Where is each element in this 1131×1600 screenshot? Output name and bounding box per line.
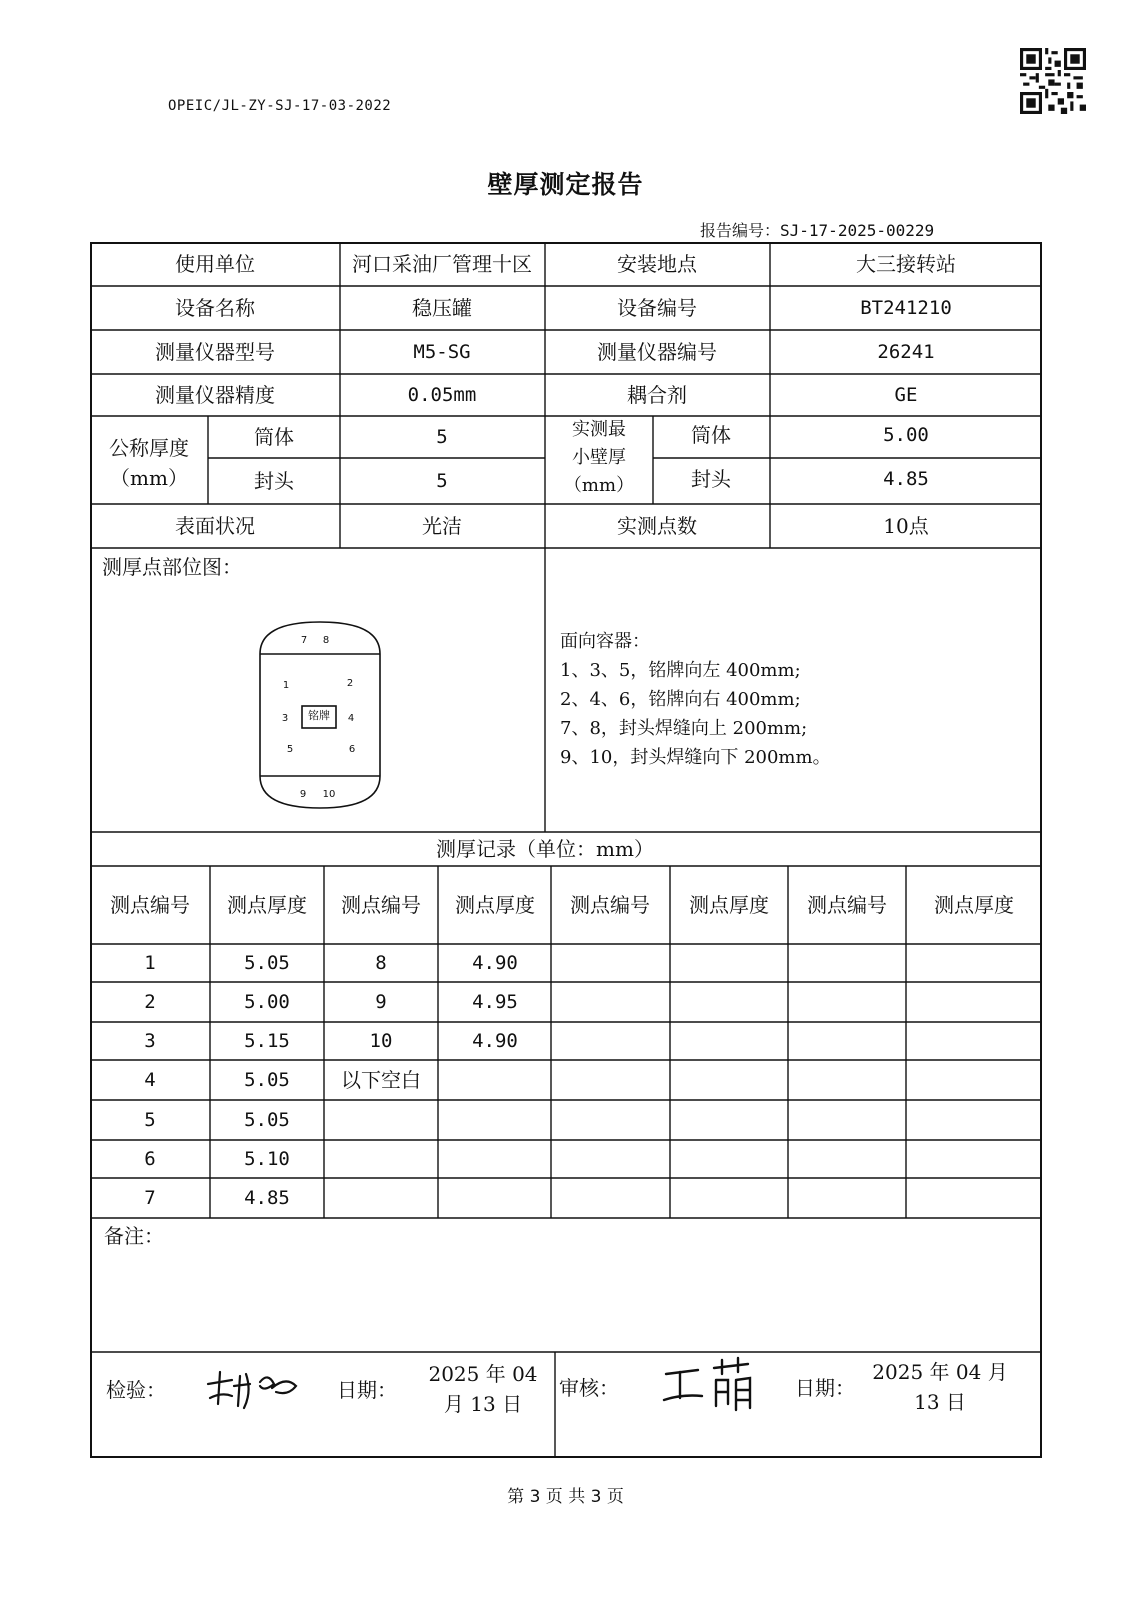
header-point-thickness: 测点厚度 <box>934 893 1014 917</box>
facing-vessel-text: 面向容器： <box>560 631 650 652</box>
equipment-name-value: 稳压罐 <box>412 296 472 320</box>
report-number <box>700 218 934 241</box>
instrument-precision-value: 0.05mm <box>407 384 477 406</box>
inspector-signature <box>202 1362 302 1418</box>
table-cell: 5.10 <box>244 1148 290 1170</box>
nominal-thickness-label: 公称厚度 <box>109 436 189 460</box>
table-cell: 5.05 <box>244 952 290 974</box>
table-cell: 5.05 <box>244 1069 290 1091</box>
table-cell: 5.15 <box>244 1030 290 1052</box>
table-cell: 5 <box>144 1109 156 1131</box>
table-cell: 4 <box>144 1069 156 1091</box>
measured-points-label: 实测点数 <box>617 514 697 538</box>
reviewer-signature <box>658 1354 768 1418</box>
point-location-notes <box>560 627 831 772</box>
equipment-number-value: BT241210 <box>860 297 952 319</box>
table-cell: 6 <box>144 1148 156 1170</box>
min-head-label: 封头 <box>691 467 731 491</box>
instrument-model-value: M5-SG <box>413 341 471 363</box>
location-note-line: 7、8，封头焊缝向上 200mm; <box>560 718 808 739</box>
point-10: 10 <box>322 789 336 800</box>
min-head-value: 4.85 <box>883 468 929 490</box>
inspector-label: 检验： <box>106 1378 166 1402</box>
table-cell: 8 <box>375 952 387 974</box>
install-site-label: 安装地点 <box>617 252 697 276</box>
review-date-line-1: 2025 年 04 月 <box>872 1360 1008 1384</box>
inspect-date-line-2: 月 13 日 <box>443 1392 523 1416</box>
point-5: 5 <box>286 744 294 755</box>
header-point-no: 测点编号 <box>807 893 887 917</box>
measured-points-value: 10点 <box>883 514 929 538</box>
point-layout-label: 测厚点部位图： <box>102 555 242 579</box>
location-note-line: 9、10，封头焊缝向下 200mm。 <box>560 747 831 768</box>
location-note-line: 1、3、5，铭牌向左 400mm; <box>560 660 801 681</box>
table-cell: 5.05 <box>244 1109 290 1131</box>
table-cell: 10 <box>369 1030 393 1052</box>
table-cell: 9 <box>375 991 387 1013</box>
records-title: 测厚记录（单位：mm） <box>436 837 654 861</box>
report-number-label: 报告编号： <box>700 221 781 240</box>
table-cell: 4.90 <box>472 952 518 974</box>
point-8: 8 <box>322 635 330 646</box>
min-shell-value: 5.00 <box>883 424 929 446</box>
instrument-precision-label: 测量仪器精度 <box>155 383 275 407</box>
equipment-name-label: 设备名称 <box>175 296 255 320</box>
table-cell: 4.85 <box>244 1187 290 1209</box>
report-number-value: SJ-17-2025-00229 <box>780 221 935 240</box>
review-date-label: 日期： <box>795 1376 855 1400</box>
table-cell: 4.90 <box>472 1030 518 1052</box>
table-cell: 5.00 <box>244 991 290 1013</box>
point-2: 2 <box>346 678 354 689</box>
inspect-date-line-1: 2025 年 04 <box>428 1362 538 1386</box>
nameplate-text: 铭牌 <box>308 709 330 722</box>
nominal-thickness-unit: （mm） <box>110 466 188 490</box>
surface-condition-label: 表面状况 <box>175 514 255 538</box>
nominal-head-label: 封头 <box>254 469 294 493</box>
page-number: 第 3 页 共 3 页 <box>507 1487 624 1507</box>
nominal-head-value: 5 <box>436 470 448 492</box>
point-1: 1 <box>282 680 290 691</box>
instrument-number-label: 测量仪器编号 <box>597 340 717 364</box>
header-point-no: 测点编号 <box>110 893 190 917</box>
report-table <box>90 242 1042 1458</box>
nominal-shell-label: 筒体 <box>254 425 294 449</box>
point-9: 9 <box>299 789 307 800</box>
table-cell: 7 <box>144 1187 156 1209</box>
location-note-line: 2、4、6，铭牌向右 400mm; <box>560 689 801 710</box>
table-cell: 1 <box>144 952 156 974</box>
vessel-point-diagram <box>250 618 390 812</box>
min-shell-label: 筒体 <box>691 423 731 447</box>
blank-below-note: 以下空白 <box>341 1068 421 1092</box>
equipment-number-label: 设备编号 <box>617 296 697 320</box>
document-code: OPEIC/JL-ZY-SJ-17-03-2022 <box>168 98 392 114</box>
point-4: 4 <box>347 713 355 724</box>
min-thickness-unit: （mm） <box>563 475 635 496</box>
header-point-thickness: 测点厚度 <box>227 893 307 917</box>
user-unit-label: 使用单位 <box>175 252 255 276</box>
table-cell: 2 <box>144 991 156 1013</box>
user-unit-value: 河口采油厂管理十区 <box>352 252 532 276</box>
install-site-value: 大三接转站 <box>856 252 956 276</box>
reviewer-label: 审核： <box>559 1376 619 1400</box>
couplant-value: GE <box>894 384 918 406</box>
point-7: 7 <box>300 635 308 646</box>
surface-condition-value: 光洁 <box>422 514 462 538</box>
instrument-model-label: 测量仪器型号 <box>155 340 275 364</box>
couplant-label: 耦合剂 <box>627 383 687 407</box>
inspect-date-label: 日期： <box>337 1378 397 1402</box>
min-thickness-label-1: 实测最 <box>572 419 626 440</box>
point-3: 3 <box>281 713 289 724</box>
qr-code-icon <box>1020 48 1086 114</box>
point-6: 6 <box>348 744 356 755</box>
header-point-thickness: 测点厚度 <box>455 893 535 917</box>
review-date-line-2: 13 日 <box>914 1390 966 1414</box>
min-thickness-label-2: 小壁厚 <box>572 447 626 468</box>
remarks-label: 备注： <box>104 1224 164 1248</box>
header-point-no: 测点编号 <box>341 893 421 917</box>
table-cell: 4.95 <box>472 991 518 1013</box>
instrument-number-value: 26241 <box>877 341 935 363</box>
report-title: 壁厚测定报告 <box>487 170 644 199</box>
nominal-shell-value: 5 <box>436 426 448 448</box>
header-point-thickness: 测点厚度 <box>689 893 769 917</box>
table-cell: 3 <box>144 1030 156 1052</box>
header-point-no: 测点编号 <box>570 893 650 917</box>
